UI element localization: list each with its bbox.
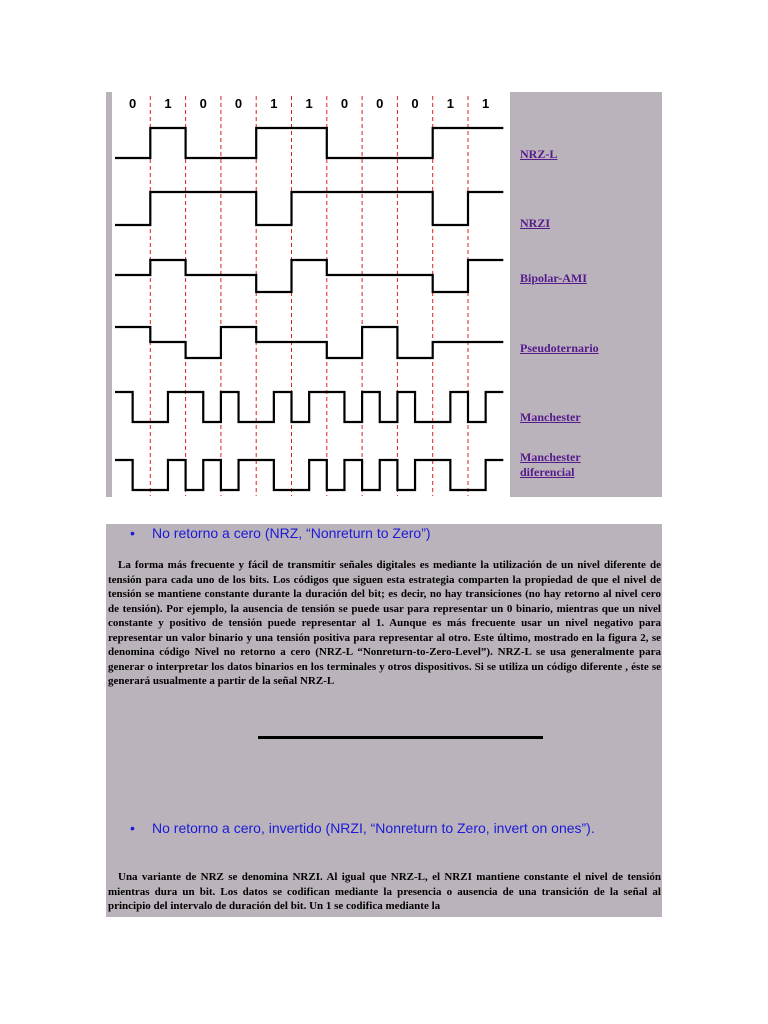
section1-notch (106, 782, 152, 818)
section1-heading (130, 524, 650, 544)
horizontal-rule (258, 736, 543, 739)
diagram-background (112, 92, 510, 497)
bit-label: 0 (129, 96, 137, 111)
diagram-panel-left (106, 92, 112, 497)
manchester-diferencial-link-line1[interactable]: Manchester (520, 450, 581, 464)
bit-label: 0 (376, 96, 384, 111)
bit-label: 1 (164, 96, 172, 111)
bullet-icon: • (130, 820, 135, 836)
section2-paragraph: Una variante de NRZ se denomina NRZI. Al igual que NRZ-L, el NRZI mantiene constante el nivel de tensión mientras dura un bit. Los datos se codifican mediante la presencia o ausencia de una transición de la señal al principio del intervalo de duración del bit. Un 1 se codifica mediante la (108, 871, 661, 912)
bit-label: 0 (411, 96, 419, 111)
manchester-diferencial-link-line2[interactable]: diferencial (520, 465, 575, 479)
manchester-link[interactable]: Manchester (520, 410, 581, 424)
section2-heading-text: No retorno a cero, invertido (NRZI, “Nonreturn to Zero, invert on ones”). (152, 820, 595, 836)
section2-background-top (152, 782, 662, 818)
pseudoternario-link[interactable]: Pseudoternario (520, 341, 599, 355)
bit-label: 0 (234, 96, 243, 111)
bipolar-ami-link[interactable]: Bipolar-AMI (520, 271, 587, 285)
bit-label: 0 (199, 96, 207, 111)
section1-heading-text: No retorno a cero (NRZ, “Nonreturn to Zero”) (152, 525, 431, 541)
bit-label: 1 (446, 96, 454, 111)
bit-label: 1 (305, 96, 313, 111)
section2-heading (130, 819, 661, 859)
nrzi-link[interactable]: NRZI (520, 216, 551, 230)
bullet-icon: • (130, 525, 135, 541)
section1-paragraph: La forma más frecuente y fácil de transmitir señales digitales es mediante la utilización de un nivel diferente de tensión para cada uno de los bits. Los códigos que siguen esta estrategia comparten la propiedad de que el nivel de tensión se mantiene constante durante la duración del bit; es decir, no hay transiciones (no hay retorno al nivel cero de tensión). Por ejemplo, la ausencia de tensión se puede usar para representar un 0 binario, mientras que un nivel constante y positivo de tensión puede representar al 1. Aunque es más frecuente usar un nivel negativo para representar un valor binario y una tensión positiva para representar al otro. Este último, mostrado en la figura 2, se denomina código Nivel no retorno a cero (NRZ-L “Nonreturn-to-Zero-Level”). NRZ-L se usa generalmente para generar o interpretar los datos binarios en los terminales y otros dispositivos. Si se utiliza un código diferente , éste se generará usualmente a partir de la señal NRZ-L (108, 559, 661, 687)
bit-label: 0 (340, 96, 349, 111)
nrzl-link[interactable]: NRZ-L (520, 147, 558, 161)
bit-label: 1 (482, 96, 490, 111)
bit-label: 1 (270, 96, 278, 111)
